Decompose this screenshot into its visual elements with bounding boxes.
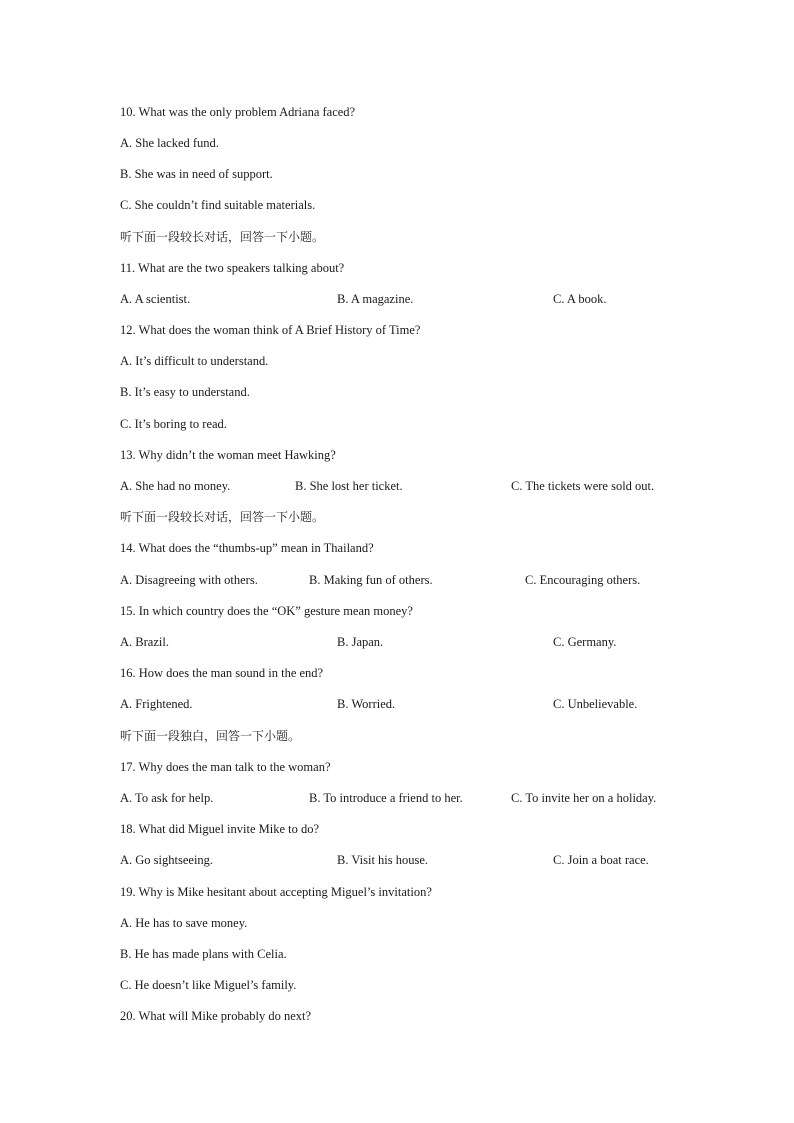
option-text: C. It’s boring to read. xyxy=(120,417,227,431)
question-text: 13. Why didn’t the woman meet Hawking? xyxy=(120,448,336,462)
question-text: 11. What are the two speakers talking about? xyxy=(120,261,345,275)
option-text: A. To ask for help. xyxy=(120,791,214,805)
question-text: 16. How does the man sound in the end? xyxy=(120,666,324,680)
option-text: C. Join a boat race. xyxy=(553,853,649,867)
option-text: A. Go sightseeing. xyxy=(120,853,214,867)
option-text: A. Frightened. xyxy=(120,697,193,711)
option-text: A. He has to save money. xyxy=(120,916,248,930)
option-text: B. A magazine. xyxy=(337,292,414,306)
section-instruction: 听下面一段较长对话，回答一下小题。 xyxy=(120,230,325,244)
question-text: 17. Why does the man talk to the woman? xyxy=(120,760,331,774)
option-text: C. To invite her on a holiday. xyxy=(511,791,657,805)
option-text: B. To introduce a friend to her. xyxy=(309,791,463,805)
option-text: A. Brazil. xyxy=(120,635,169,649)
option-text: C. She couldn’t find suitable materials. xyxy=(120,198,316,212)
option-text: B. She lost her ticket. xyxy=(295,479,403,493)
option-text: B. She was in need of support. xyxy=(120,167,273,181)
option-text: C. Unbelievable. xyxy=(553,697,638,711)
option-text: A. It’s difficult to understand. xyxy=(120,354,269,368)
section-instruction: 听下面一段较长对话，回答一下小题。 xyxy=(120,510,325,524)
option-text: C. The tickets were sold out. xyxy=(511,479,655,493)
option-text: C. Encouraging others. xyxy=(525,573,641,587)
option-text: C. He doesn’t like Miguel’s family. xyxy=(120,978,297,992)
question-text: 19. Why is Mike hesitant about accepting Miguel’s invitation? xyxy=(120,885,432,899)
question-text: 20. What will Mike probably do next? xyxy=(120,1009,312,1023)
question-text: 12. What does the woman think of A Brief History of Time? xyxy=(120,323,421,337)
option-text: B. Visit his house. xyxy=(337,853,429,867)
option-text: A. A scientist. xyxy=(120,292,191,306)
question-text: 18. What did Miguel invite Mike to do? xyxy=(120,822,320,836)
question-text: 10. What was the only problem Adriana faced? xyxy=(120,105,356,119)
question-text: 14. What does the “thumbs-up” mean in Thailand? xyxy=(120,541,374,555)
section-instruction: 听下面一段独白，回答一下小题。 xyxy=(120,729,301,743)
option-text: A. Disagreeing with others. xyxy=(120,573,258,587)
option-text: B. He has made plans with Celia. xyxy=(120,947,287,961)
option-text: C. A book. xyxy=(553,292,607,306)
option-text: B. Making fun of others. xyxy=(309,573,433,587)
option-text: B. Worried. xyxy=(337,697,396,711)
option-text: A. She lacked fund. xyxy=(120,136,219,150)
question-text: 15. In which country does the “OK” gesture mean money? xyxy=(120,604,413,618)
option-text: C. Germany. xyxy=(553,635,617,649)
option-text: B. Japan. xyxy=(337,635,384,649)
option-text: B. It’s easy to understand. xyxy=(120,385,250,399)
option-text: A. She had no money. xyxy=(120,479,231,493)
